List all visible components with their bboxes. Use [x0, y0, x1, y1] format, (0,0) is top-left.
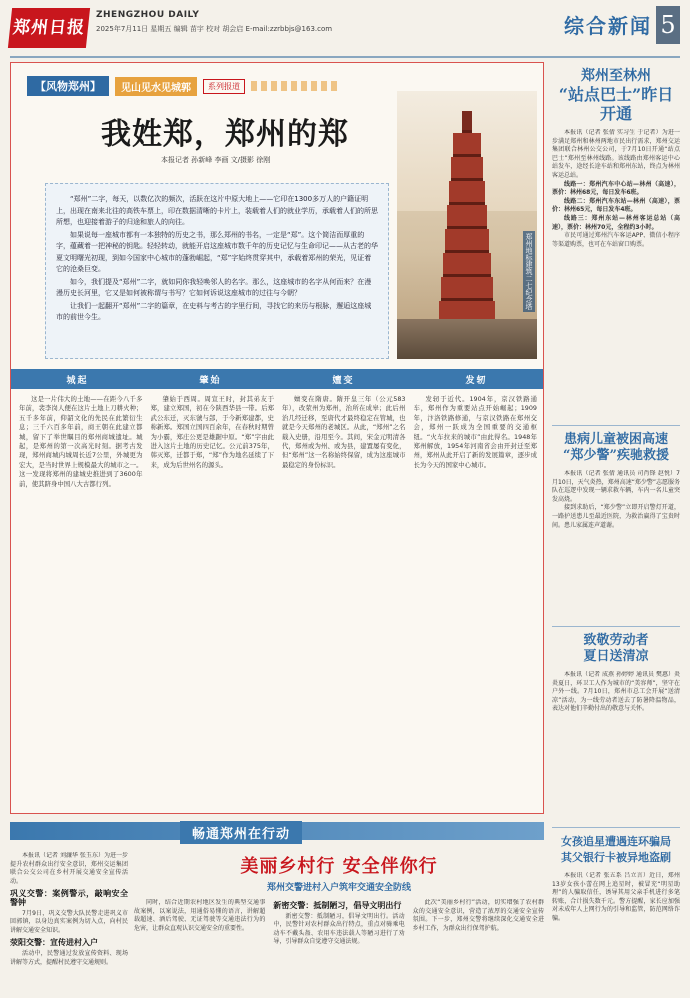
lead-paragraph: 让我们一起翻开“郑州”二字的篇章，在史料与考古的字里行间，寻找它的来历与根脉，邂逅这座城市的前世今生。 — [56, 301, 372, 321]
subsection-heading: 荥阳交警：宣传进村入户 — [10, 938, 98, 948]
story2-body — [552, 470, 680, 620]
bottom-banner — [10, 820, 544, 842]
divider — [552, 827, 680, 828]
body-column — [19, 395, 143, 807]
section-heading-faren: 发轫 — [465, 375, 488, 386]
body-paragraph: 此次“美丽乡村行”活动，切实增强了农村群众的交通安全意识，营造了浓厚的交通安全宣传氛围。下一步，郑州交警将继续深化交通安全进乡村工作，为群众出行保驾护航。 — [412, 899, 544, 932]
lead-paragraph: “郑州”二字，每天，以数亿次的频次，活跃在这片中原大地上——它印在1300多万人的户籍证明上，出现在南来北往的高铁车票上，印在数据清晰的卡片上，装载着人们的就业学历，承载着人们的所思所想，也迎接着游子的归途和旅人的向往。 — [56, 195, 378, 226]
masthead — [10, 6, 680, 54]
tower-photo — [397, 91, 537, 359]
series-tag: 系列报道 — [203, 79, 245, 94]
bottom-body — [134, 899, 544, 995]
story-paragraph: 市民可通过郑州汽车客运APP、微信小程序等渠道购票，也可在车站窗口购票。 — [552, 232, 680, 248]
story-paragraph: 本报讯（记者 张倩 实习生 于记者）为进一步满足郑州和林州两地市民出行需求，郑州交运集团联合林州公交公司，于7月10日开通“站点巴士”郑州至林州线路。该线路由郑州客运中心站发车，途经长途车站和郑州东站，终点为林州客运总站。 — [552, 129, 680, 179]
story2-headline: “郑少警”疾驰救援 — [563, 448, 669, 463]
feature-story — [10, 62, 544, 814]
photo-caption: 郑州地标建筑二七纪念塔 — [525, 233, 533, 310]
page-section-title: 综合新闻 — [564, 14, 652, 38]
column-subtitle: 见山见水见城郭 — [115, 77, 197, 96]
bottom-main-story — [134, 852, 544, 998]
bottom-left-column — [10, 852, 128, 998]
section-heading-chengqi: 城起 — [66, 375, 89, 386]
body-column — [413, 899, 544, 995]
pagoda-illustration — [439, 111, 495, 341]
body-column — [134, 899, 265, 995]
body-paragraph: 嬗变在隋唐。隋开皇三年（公元583年），改荥州为郑州，治所在成皋；此后州治几经迁移，至唐代才最终稳定在管城，也就是今天郑州的老城区。从此，“郑州”之名载入史册，沿用至今。其间，宋金元明清各代，郑州或为州、或为县，建置屡有变化，但“郑州”这一名称始终保留，成为这座城市最稳定的身份标识。 — [282, 395, 406, 469]
story1-headline-top: 郑州至林州 — [581, 68, 651, 84]
lead-paragraphs — [45, 183, 389, 359]
story-paragraph: 接到求助后，“郑少警”立即开启警灯开道，一路护送患儿至最近医院，为救治赢得了宝贵时间。患儿家属连声道谢。 — [552, 504, 680, 529]
story1-body — [552, 129, 680, 419]
divider — [552, 626, 680, 627]
body-column — [273, 899, 404, 995]
paper-name: ZHENGZHOU DAILY — [96, 10, 200, 20]
story-paragraph: 本报讯（记者 刘濂华 张玉东）为进一步提升农村群众出行安全意识，郑州交运集团联合公交公司在乡村开展交通安全宣传活动。 — [10, 852, 128, 885]
story-paragraph: 本报讯（记者 张倩 通讯员 司肖锋 赵悦）7月10日，天气炎热，郑州高速“郑少警”志愿服务队在巡逻中发现一辆求救车辆，车内一名儿童突发高烧。 — [552, 470, 680, 503]
banner-decoration — [251, 81, 341, 91]
bottom-headline: 美丽乡村行 安全伴你行 — [240, 856, 438, 877]
story-paragraph: 线路二：郑州汽车东站—林州（高速），票价：林州65元，每日发车4班。 — [552, 197, 680, 214]
story4-headline: 其父银行卡被异地盗刷 — [561, 851, 671, 864]
column-banner — [27, 77, 341, 95]
subsection-heading: 新密交警：抵制陋习，倡导文明出行 — [273, 901, 402, 910]
feature-body — [19, 395, 537, 807]
right-news-column — [552, 62, 680, 998]
column-tag: 【风物郑州】 — [27, 76, 109, 96]
subsection-heading: 巩义交警：案例警示，敲响安全警钟 — [10, 889, 128, 907]
story3-body — [552, 671, 680, 821]
feature-headline: 我姓郑，郑州的郑 — [101, 117, 349, 152]
section-heading-shanbian: 嬗变 — [332, 375, 355, 386]
story-paragraph: 本报讯（记者 成燕 孙婷婷 通讯员 樊惠）炎炎夏日，环卫工人作为城市的“美容师”，坚守在户外一线。7月10日，郑州市总工会开展“送清凉”活动，为一线劳动者送去了防暑降温物品，表达对他们辛勤付出的敬意与关怀。 — [552, 671, 680, 713]
header-rule — [10, 56, 680, 58]
newspaper-logo: 郑州日报 — [8, 8, 90, 48]
body-paragraph: 这是一片伟大的土地——在距今八千多年前，裴李岗人便在这片土地上刀耕火种；五千多年前，仰韶文化的先民在此繁衍生息；三千六百多年前，商王朝在此建立都城，留下了举世瞩目的郑州商城遗址。城起，是郑州的第一次高光时刻。据考古发现，郑州商城内城周长近7公里，外城更为宏大，是当时世界上规模最大的城市之一。这一发现将郑州的建城史推进到了3600年前，使其跻身中国八大古都行列。 — [19, 395, 143, 488]
story3-headline-top: 致敬劳动者 — [583, 633, 649, 648]
feature-byline: 本报记者 孙新峰 李画 文/摄影 徐刚 — [161, 156, 271, 164]
lead-paragraph: 如果说每一座城市都有一本独特的历史之书，那么郑州的书名，一定是“郑”。这个简洁而厚重的字，蕴藏着一把神秘的钥匙。轻轻转动，就能开启这座城市数千年的历史记忆与生命印记——从古老的华夏文明曙光初现，到如今国家中心城市的蓬勃崛起，“郑”字始终贯穿其中，承载着郑州的荣光，见证着它的沧桑巨变。 — [56, 230, 378, 273]
bottom-banner-label: 畅通郑州在行动 — [180, 821, 302, 844]
story-paragraph: 线路三：郑州东站—林州客运总站（高速），票价：林州70元，全程约3小时。 — [552, 214, 680, 231]
page-number: 5 — [656, 6, 680, 44]
divider — [552, 425, 680, 426]
story-paragraph: 本报讯（记者 张五系 吕立言）近日，郑州13岁女孩小蕾在网上追星时，被冒充“明星助理”的人骗取信任，诱导其用父亲手机进行多笔转账，合计损失数千元。警方提醒，家长应加强对未成年人上网行为的引导和监管，防范网络诈骗。 — [552, 872, 680, 922]
section-headings-bar — [11, 369, 543, 389]
body-paragraph: 新密交警：抵制陋习，倡导文明出行。活动中，民警针对农村群众出行特点，重点对骑乘电动车不戴头盔、农用车违法载人等陋习进行了劝导，引导群众自觉遵守交通法规。 — [273, 912, 405, 946]
story1-headline: “站点巴士”昨日开通 — [558, 85, 674, 123]
lead-paragraph: 如今，我们提及“郑州”二字，就如同你我轻唤邻人的名字。那么，这座城市的名字从何而来？在漫漫历史长河里，它又是如何被称谓与书写？它如何诉说这座城市的过往与今朝？ — [56, 277, 372, 297]
story-paragraph: 线路一：郑州汽车中心站—林州（高速），票价：林州68元，每日发车6班。 — [552, 180, 680, 197]
story3-headline: 夏日送清凉 — [583, 649, 649, 664]
body-paragraph: 肇始于西周。周宣王时，封其弟友于郑，建立郑国，初在今陕西华县一带。后郑武公东迁，灭东虢与郐，于今新郑建都，史称新郑。郑国立国四百余年，在春秋时期曾为小霸，郑庄公更是雄踞中原。“郑”字由此进入这片土地的历史记忆。公元前375年，韩灭郑，迁都于郑，“郑”作为地名延续了下来，成为后世州名的源头。 — [150, 395, 274, 469]
story-paragraph: 7月9日，巩义交警大队民警走进巩义市回郭镇，以身边真实案例为切入点，向村民讲解交通安全知识。 — [10, 909, 128, 934]
story4-headline-top: 女孩追星遭遇连环骗局 — [561, 835, 671, 848]
body-column — [282, 395, 406, 807]
bottom-subheadline: 郑州交警进村入户筑牢交通安全防线 — [266, 883, 411, 893]
body-column — [414, 395, 538, 807]
story4-body — [552, 872, 680, 992]
section-heading-zhaoshi: 肇始 — [199, 375, 222, 386]
body-paragraph: 同时，结合近期农村地区发生的典型交通事故案例，以案说法，用通俗易懂的语言，讲解超载超速、酒后驾驶、无证驾驶等交通违法行为的危害，让群众直观认识交通安全的重要性。 — [134, 899, 266, 932]
issue-line: 2025年7月11日 星期五 编辑 苗宇 校对 胡会启 E-mail:zzrbbjs@163.com — [96, 25, 333, 33]
story-paragraph: 活动中，民警通过发放宣传资料、现场讲解等方式，提醒村民遵守交通规则。 — [10, 949, 128, 966]
body-column — [151, 395, 275, 807]
body-paragraph: 发轫于近代。1904年，京汉铁路通车，郑州作为重要站点开始崛起；1909年，汴洛铁路修通，与京汉铁路在郑州交会，郑州一跃成为全国重要的交通枢纽。“火车拉来的城市”由此得名。1948年郑州解放，1954年河南省会由开封迁至郑州，郑州从此开启了新的发展篇章，逐步成长为今天的国家中心城市。 — [413, 395, 537, 469]
story2-headline-top: 患病儿童被困高速 — [563, 432, 668, 447]
